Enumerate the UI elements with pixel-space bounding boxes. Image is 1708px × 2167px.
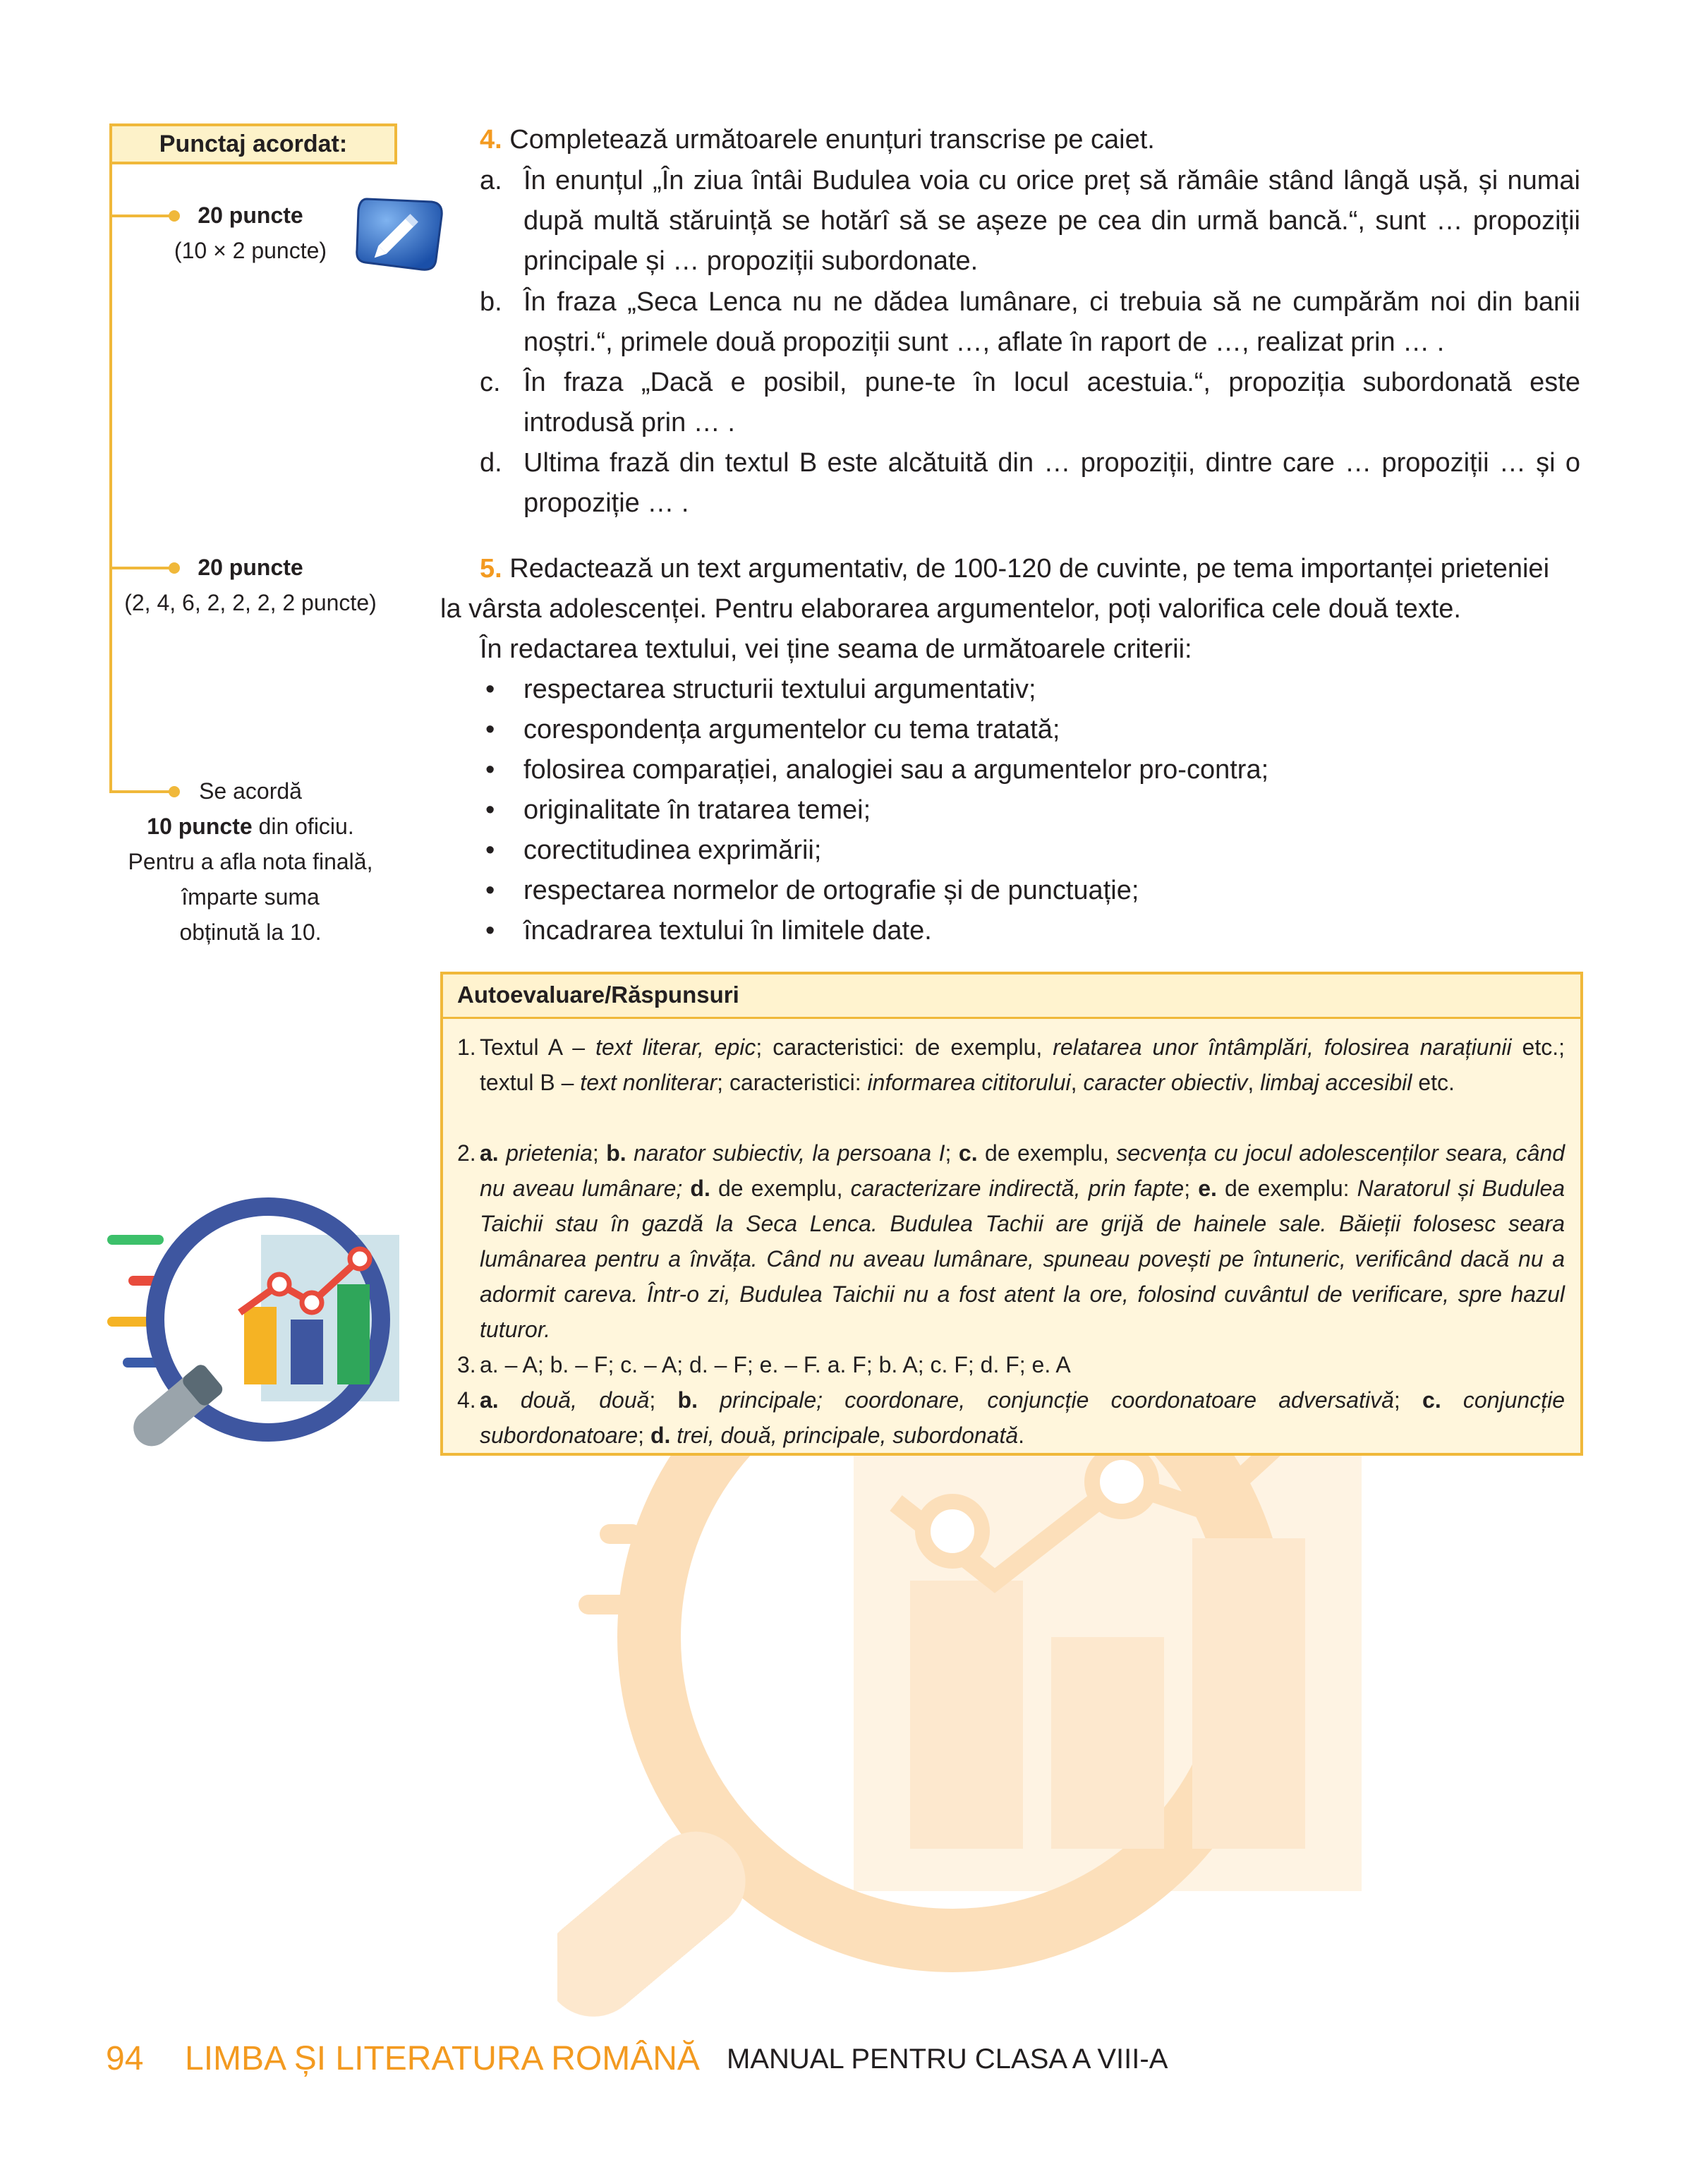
criterion-2: corespondența argumentelor cu tema tratată; — [523, 715, 1060, 744]
answer-number: 3. — [457, 1352, 476, 1377]
italic-run: conjuncție subordonatoare — [480, 1387, 1565, 1448]
points-block-1 — [141, 198, 360, 268]
italic-run: trei, două, principale, subordonată — [670, 1423, 1019, 1448]
text-run: Textul A – — [480, 1034, 596, 1060]
criterion-3: folosirea comparației, analogiei sau a argumentelor pro-contra; — [523, 755, 1269, 785]
criterion-7: încadrarea textului în limitele date. — [523, 916, 932, 946]
bold-run: b. — [677, 1387, 698, 1413]
item-label: d. — [480, 448, 502, 478]
exercise-5-number: 5. — [480, 554, 502, 584]
italic-run: relatarea unor întâmplări, folosirea narațiunii — [1053, 1034, 1512, 1060]
points-3-line2-rest: din oficiu. — [252, 814, 354, 839]
italic-run: text literar, epic — [595, 1034, 756, 1060]
answer-text — [480, 1135, 1565, 1347]
text-run: de exemplu, — [710, 1176, 851, 1201]
answer-number: 4. — [457, 1387, 476, 1413]
item-text: Ultima frază din textul B este alcătuită din … propoziții, dintre care … propoziții … și o propoziție … . — [523, 448, 1580, 518]
text-run: , — [1247, 1070, 1261, 1095]
text-run: de exemplu: — [1216, 1176, 1357, 1201]
criteria-intro: În redactarea textului, vei ține seama de următoarele criterii: — [480, 634, 1192, 664]
exercise-4-item-a — [480, 161, 1580, 282]
criterion-6: respectarea normelor de ortografie și de punctuație; — [523, 876, 1139, 905]
italic-run: caracterizare indirectă, prin fapte — [850, 1176, 1185, 1201]
exercise-4-item-b — [480, 282, 1580, 363]
criterion-4: originalitate în tratarea temei; — [523, 795, 871, 825]
points-block-3 — [113, 773, 388, 950]
sidebar-title: Punctaj acordat: — [109, 123, 397, 164]
text-run — [682, 1176, 690, 1201]
exercise-4-item-d — [480, 443, 1580, 524]
italic-run: principale; coordonare, conjuncție coordonatoare adversativă — [697, 1387, 1394, 1413]
text-run: etc. — [1412, 1070, 1455, 1095]
points-3-line5: obținută la 10. — [179, 919, 322, 945]
italic-run: Naratorul și Budulea Taichii stau în gazdă la Seca Lenca. Budulea Tachii are grijă de hainele sale. Băieții folosesc seara lumânarea pentru a învăța. Când nu aveau lumânare, spuneau povești pe întuneric, verificând dacă nu a adormit careva. Într-o zi, Budulea Taichii nu a fost atent la ore, folosind cuvântul de verificare, spre hazul tuturor. — [480, 1176, 1565, 1342]
bullet: • — [485, 795, 495, 825]
points-3-line3: Pentru a afla nota finală, — [128, 849, 373, 874]
text-run: etc.; textul B – — [480, 1034, 1565, 1095]
pencil-icon — [353, 192, 447, 275]
answers-box — [440, 972, 1583, 1456]
answer-text — [480, 1030, 1565, 1100]
answer-4 — [457, 1382, 1565, 1453]
text-run: ; caracteristici: — [717, 1070, 868, 1095]
text-run: ; — [1393, 1387, 1423, 1413]
answer-text: a. – A; b. – F; c. – A; d. – F; e. – F. a. F; b. A; c. F; d. F; e. A — [480, 1352, 1071, 1377]
exercise-4-heading — [480, 120, 1155, 160]
points-block-2 — [113, 550, 388, 620]
text-run: ; — [945, 1140, 959, 1166]
bullet: • — [485, 675, 495, 704]
bold-run: c. — [958, 1140, 978, 1166]
italic-run: limbaj accesibil — [1260, 1070, 1412, 1095]
points-2-detail: (2, 4, 6, 2, 2, 2, 2 puncte) — [124, 590, 377, 615]
points-3-line2 — [113, 809, 388, 844]
text-run: ; — [1184, 1176, 1199, 1201]
bullet: • — [485, 715, 495, 744]
bold-run: b. — [606, 1140, 626, 1166]
italic-run: două, două — [498, 1387, 650, 1413]
exercise-5-prompt-line2: la vârsta adolescenței. Pentru elaborarea argumentelor, poți valorifica cele două texte. — [440, 594, 1461, 624]
text-run: , — [1070, 1070, 1084, 1095]
page-number: 94 — [106, 2040, 144, 2077]
points-2-value: 20 puncte — [198, 555, 303, 580]
answer-number: 2. — [457, 1140, 476, 1166]
points-3-line1: Se acordă — [199, 778, 302, 804]
exercise-5-prompt — [440, 549, 1583, 670]
bullet: • — [485, 916, 495, 946]
answer-2 — [457, 1135, 1565, 1347]
sidebar-vertical-line — [109, 164, 112, 792]
answer-number: 1. — [457, 1034, 476, 1060]
book-subtitle: MANUAL PENTRU CLASA A VIII-A — [727, 2044, 1168, 2075]
italic-run: caracter obiectiv — [1083, 1070, 1248, 1095]
bold-run: a. — [480, 1387, 499, 1413]
italic-run: prietenia — [498, 1140, 593, 1166]
text-run: ; — [638, 1423, 650, 1448]
bullet: • — [485, 755, 495, 785]
item-text: În fraza „Dacă e posibil, pune-te în locul acestuia.“, propoziția subordonată este introdusă prin … . — [523, 368, 1580, 437]
italic-run: text nonliterar — [580, 1070, 717, 1095]
points-1-detail: (10 × 2 puncte) — [174, 238, 327, 263]
bold-run: e. — [1198, 1176, 1217, 1201]
answer-1 — [457, 1030, 1565, 1100]
answer-text — [480, 1382, 1565, 1453]
points-3-line4: împarte suma — [181, 884, 320, 910]
bold-run: d. — [690, 1176, 710, 1201]
criterion-1: respectarea structurii textului argumentativ; — [523, 675, 1036, 704]
points-3-bold: 10 puncte — [147, 814, 253, 839]
italic-run: narator subiectiv, la persoana I — [626, 1140, 945, 1166]
italic-run: secvența cu jocul adolescenților seara, când nu aveau lumânare; — [480, 1140, 1565, 1201]
answers-title: Autoevaluare/Răspunsuri — [443, 974, 1580, 1019]
exercise-4-prompt: Completează următoarele enunțuri transcrise pe caiet. — [509, 125, 1155, 155]
item-text: În fraza „Seca Lenca nu ne dădea lumânare, ci trebuia să ne cumpărăm noi din banii noștri.“, primele două propoziții sunt …, aflate în raport de …, realizat prin … . — [523, 287, 1580, 357]
text-run: ; — [649, 1387, 678, 1413]
bullet: • — [485, 876, 495, 905]
item-label: c. — [480, 368, 501, 397]
exercise-4-item-c — [480, 363, 1580, 443]
bold-run: d. — [650, 1423, 671, 1448]
exercise-4-number: 4. — [480, 125, 502, 155]
italic-run: informarea cititorului — [867, 1070, 1071, 1095]
bullet: • — [485, 835, 495, 865]
text-run: de exemplu, — [977, 1140, 1117, 1166]
answer-3 — [457, 1347, 1565, 1382]
text-run: . — [1018, 1423, 1025, 1448]
book-title: LIMBA ȘI LITERATURA ROMÂNĂ — [185, 2040, 700, 2077]
bold-run: a. — [480, 1140, 499, 1166]
criterion-5: corectitudinea exprimării; — [523, 835, 822, 865]
exercise-5-prompt-line1: Redactează un text argumentativ, de 100-120 de cuvinte, pe tema importanței prieteniei — [509, 554, 1550, 584]
bold-run: c. — [1422, 1387, 1441, 1413]
item-label: b. — [480, 287, 502, 317]
text-run: ; caracteristici: de exemplu, — [756, 1034, 1053, 1060]
item-text: În enunțul „În ziua întâi Budulea voia cu orice preț să rămâie stând lângă ușă, și numai după multă stăruință se hotărî să se așeze pe cea din urmă bancă.“, sunt … propoziții principale și … propoziții subordonate. — [523, 166, 1580, 276]
text-run: ; — [592, 1140, 607, 1166]
item-label: a. — [480, 166, 502, 195]
points-1-value: 20 puncte — [198, 203, 303, 228]
magnifier-chart-icon — [106, 1185, 416, 1461]
